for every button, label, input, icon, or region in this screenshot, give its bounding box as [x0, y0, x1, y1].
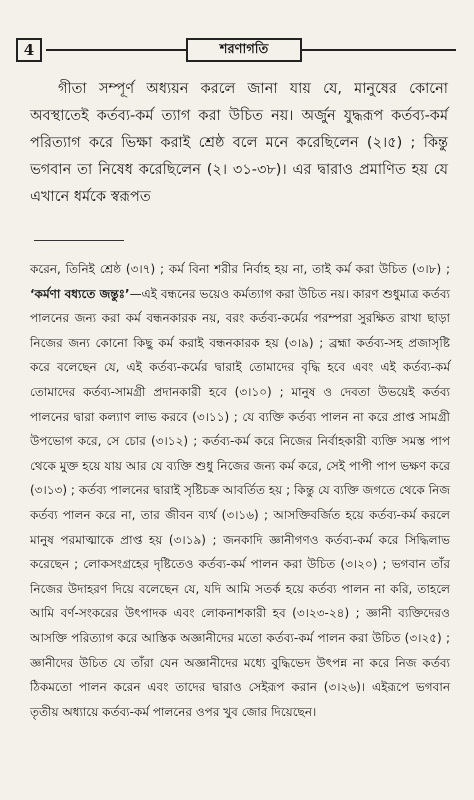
- page-title: শরণাগতি: [186, 38, 302, 62]
- bold-quote: ‘কর্মণা বধ্যতে জন্তুঃ’: [30, 286, 130, 301]
- body-text-part2: —এই বন্ধনের ভয়েও কর্মত্যাগ করা উচিত নয়। কারণ শুধুমাত্র কর্তব্য পালনের জন্য করা কর্ম বন্ধনকারক নয়, বরং কর্তব্য-কর্মের পরম্পরা সুরক্ষিত রাখা ছাড়া নিজের জন্য কোনো কিছু কর্ম করাই বন্ধনকারক হয় (৩।৯) ; ব্রহ্মা কর্তব্য-সহ প্রজাসৃষ্টি করে বলেছেন যে, এই কর্তব্য-কর্মের দ্বারাই তোমাদের বৃদ্ধি হবে এবং এই কর্তব্য-কর্ম তোমাদের কর্তব্য-সামগ্রী প্রদানকারী হবে (৩।১০) ; মানুষ ও দেবতা উভয়েই কর্তব্য পালনের দ্বারা কল্যাণ লাভ করবে (৩।১১) ; যে ব্যক্তি কর্তব্য পালন না করে প্রাপ্ত সামগ্রী উপভোগ করে, সে চোর (৩।১২) ; কর্তব্য-কর্ম করে নিজের নির্বাহকারী ব্যক্তি সমস্ত পাপ থেকে মুক্ত হয়ে যায় আর যে ব্যক্তি শুধু নিজের জন্য কর্ম করে, সেই পাপী পাপ ভক্ষণ করে (৩।১৩) ; কর্তব্য পালনের দ্বারাই সৃষ্টিচক্র আবর্তিত হয় ; কিন্তু যে ব্যক্তি জগতে থেকে নিজ কর্তব্য পালন করে না, তার জীবন ব্যর্থ (৩।১৬) ; আসক্তিবর্জিত হয়ে কর্তব্য-কর্ম করলে মানুষ পরমাত্মাকে প্রাপ্ত হয় (৩।১৯) ; জনকাদি জ্ঞানীগণও কর্তব্য-কর্ম করে সিদ্ধিলাভ করেছেন ; লোকসংগ্রহের দৃষ্টিতেও কর্তব্য-কর্ম পালন করা উচিত (৩।২০) ; ভগবান তাঁর নিজের উদাহরণ দিয়ে বলেছেন যে, যদি আমি সতর্ক হয়ে কর্তব্য পালন না করি, তাহলে আমি বর্ণ-সংকরের উৎপাদক এবং লোকনাশকারী হব (৩।২৩-২৪) ; জ্ঞানী ব্যক্তিদেরও আসক্তি পরিত্যাগ করে আস্তিক অজ্ঞানীদের মতো কর্তব্য-কর্ম পালন করা উচিত (৩।২৫) ; জ্ঞানীদের উচিত যে তাঁরা যেন অজ্ঞানীদের মধ্যে বুদ্ধিভেদ উৎপন্ন না করে নিজ কর্তব্য ঠিকমতো পালন করেন এবং তাদের দ্বারাও সেইরূপ করান (৩।২৬)। এইরূপে ভগবান তৃতীয় অধ্যায়ে কর্তব্য-কর্ম পালনের ওপর খুব জোর দিয়েছেন।: [30, 286, 450, 719]
- body-paragraph: [30, 257, 450, 724]
- main-paragraph: গীতা সম্পূর্ণ অধ্যয়ন করলে জানা যায় যে, মানুষের কোনো অবস্থাতেই কর্তব্য-কর্ম ত্যাগ করা উচিত নয়। অর্জুন যুদ্ধরূপ কর্তব্য-কর্ম পরিত্যাগ করে ভিক্ষা করাই শ্রেষ্ঠ বলে মনে করেছিলেন (২।৫) ; কিন্তু ভগবান তা নিষেধ করেছিলেন (২। ৩১-৩৮)। এর দ্বারাও প্রমাণিত হয় যে এখানে ধর্মকে স্বরূপত: [30, 81, 448, 205]
- page-header: [16, 38, 456, 64]
- footnote-divider: [34, 240, 124, 241]
- page-number: 4: [16, 38, 42, 62]
- body-text-part1: করেন, তিনিই শ্রেষ্ঠ (৩।৭) ; কর্ম বিনা শরীর নির্বাহ হয় না, তাই কর্ম করা উচিত (৩।৮) ;: [30, 262, 450, 276]
